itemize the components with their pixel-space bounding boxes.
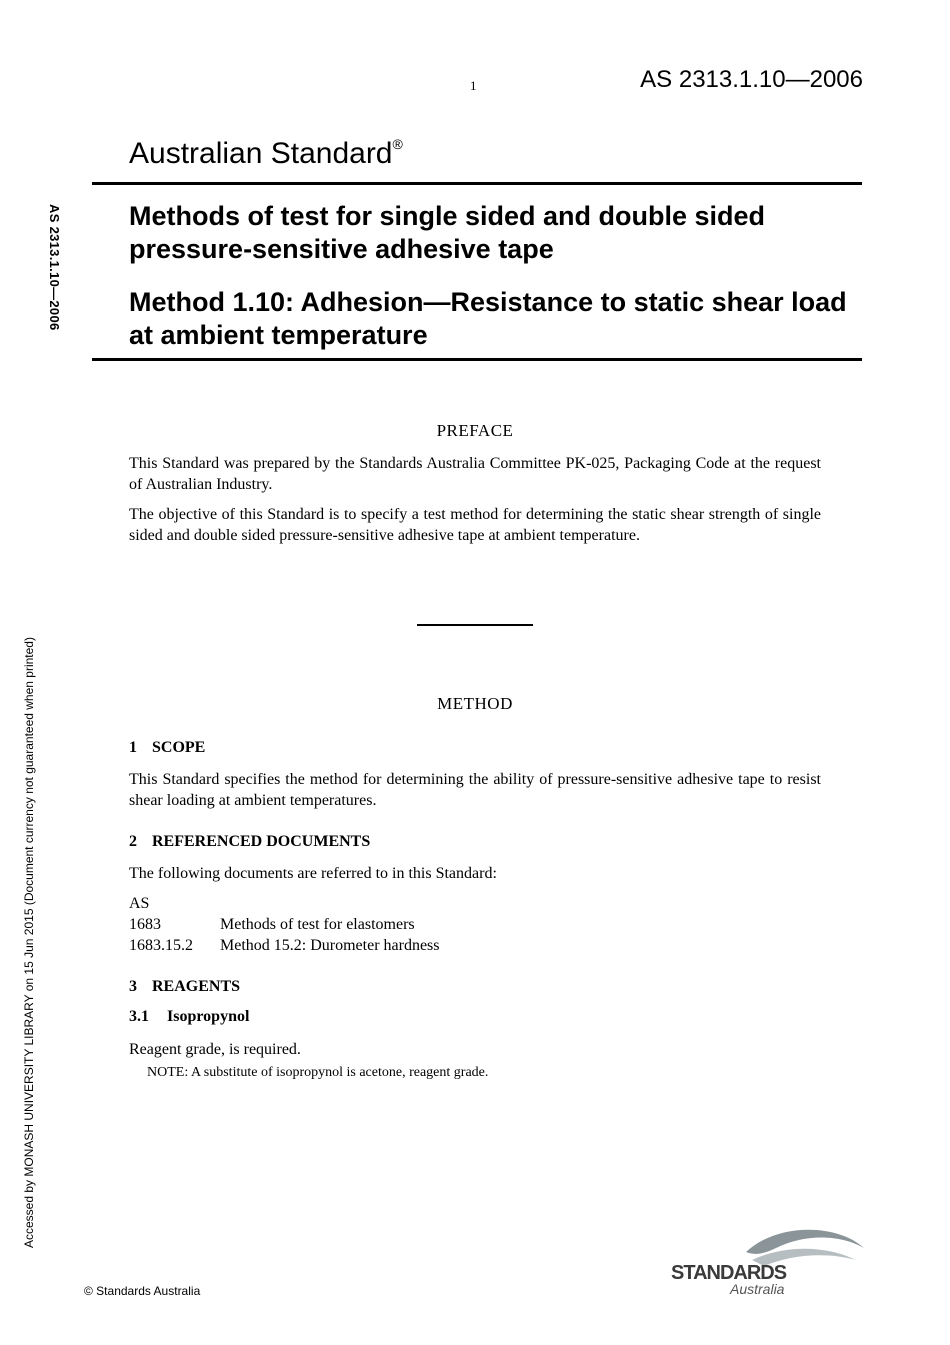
section-heading-references [129, 833, 370, 851]
subsection-number: 3.1 [129, 1008, 149, 1025]
access-watermark: Accessed by MONASH UNIVERSITY LIBRARY on 15 Jun 2015 (Document currency not guaranteed when printed) [22, 637, 36, 1248]
side-document-code: AS 2313.1.10—2006 [47, 204, 62, 331]
standard-label [129, 136, 403, 171]
section-heading-scope [129, 739, 205, 757]
preface-paragraph: The objective of this Standard is to specify a test method for determining the static shear strength of single sided and double sided pressure-sensitive adhesive tape at ambient temperature. [129, 506, 821, 544]
reagent-paragraph: Reagent grade, is required. [129, 1041, 301, 1058]
section-number: 3 [129, 978, 137, 995]
copyright-notice: © Standards Australia [84, 1284, 201, 1298]
document-code: AS 2313.1.10—2006 [640, 66, 863, 93]
subsection-heading-isopropynol [129, 1008, 249, 1026]
reference-code: 1683.15.2 [129, 937, 193, 954]
section-separator [417, 624, 533, 626]
subsection-title: Isopropynol [167, 1008, 250, 1025]
logo-subtitle: Australia [730, 1281, 785, 1297]
references-series: AS [129, 895, 150, 912]
standard-label-text: Australian Standard [129, 137, 393, 170]
references-intro: The following documents are referred to in this Standard: [129, 865, 497, 882]
section-title: SCOPE [152, 739, 206, 756]
reference-code: 1683 [129, 916, 161, 933]
preface-heading: PREFACE [436, 421, 514, 440]
section-number: 2 [129, 833, 137, 850]
document-title: Methods of test for single sided and double sided pressure-sensitive adhesive tape [129, 201, 766, 264]
section-title: REFERENCED DOCUMENTS [152, 833, 371, 850]
logo-wordmark: STANDARDS [671, 1262, 787, 1284]
section-heading-reagents [129, 978, 240, 996]
title-rule-top [92, 182, 862, 185]
registered-mark: ® [392, 136, 403, 152]
reference-title: Methods of test for elastomers [220, 916, 415, 933]
preface-paragraph: This Standard was prepared by the Standards Australia Committee PK-025, Packaging Code at the request of Australian Industry. [129, 455, 821, 493]
section-title: REAGENTS [152, 978, 241, 995]
method-heading: METHOD [437, 694, 513, 713]
reference-title: Method 15.2: Durometer hardness [220, 937, 440, 954]
reference-item [129, 914, 415, 935]
title-rule-bottom [92, 358, 862, 361]
reagent-note: NOTE: A substitute of isopropynol is acetone, reagent grade. [147, 1065, 489, 1080]
page-number: 1 [470, 78, 477, 93]
section-number: 1 [129, 739, 137, 756]
reference-item [129, 935, 440, 956]
method-title: Method 1.10: Adhesion—Resistance to static shear load at ambient temperature [129, 287, 847, 350]
scope-paragraph: This Standard specifies the method for determining the ability of pressure-sensitive adhesive tape to resist shear loading at ambient temperatures. [129, 771, 821, 809]
